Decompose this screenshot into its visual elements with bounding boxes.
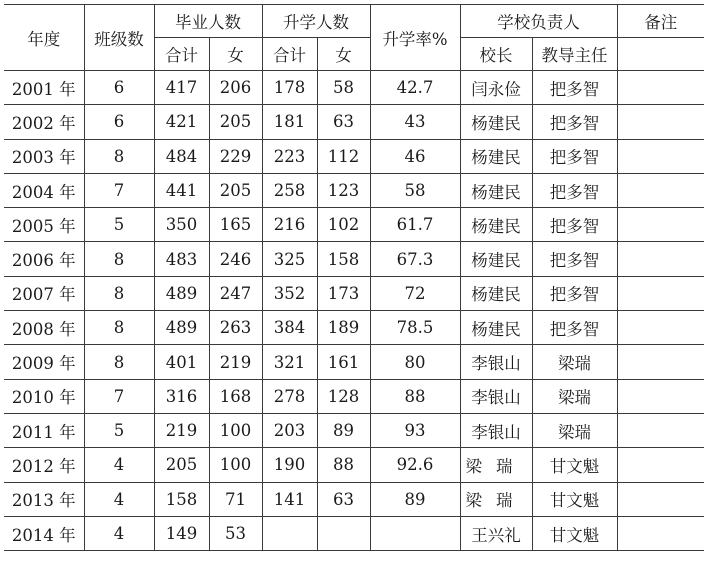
cell-prom-female: 58: [317, 71, 370, 105]
cell-remark: [617, 379, 704, 413]
cell-prom-total: 258: [262, 173, 317, 207]
cell-prom-total: 203: [262, 413, 317, 447]
cell-prom-female: 88: [317, 448, 370, 482]
cell-year: 2005 年: [4, 208, 84, 242]
cell-classes: 5: [84, 208, 154, 242]
cell-prom-female: 63: [317, 482, 370, 516]
cell-rate: 93: [370, 413, 460, 447]
table-row: [4, 242, 704, 276]
cell-dean: 把多智: [532, 311, 617, 345]
cell-dean: 梁瑞: [532, 379, 617, 413]
cell-year: 2009 年: [4, 345, 84, 379]
cell-rate: 46: [370, 139, 460, 173]
cell-year: 2006 年: [4, 242, 84, 276]
cell-remark: [617, 413, 704, 447]
cell-classes: 8: [84, 345, 154, 379]
cell-prom-total: 141: [262, 482, 317, 516]
cell-prom-female: [317, 516, 370, 550]
cell-principal: 李银山: [460, 413, 532, 447]
cell-grad-female: 53: [209, 516, 262, 550]
cell-grad-female: 219: [209, 345, 262, 379]
cell-grad-female: 263: [209, 311, 262, 345]
cell-year: 2010 年: [4, 379, 84, 413]
header-classes: 班级数: [84, 5, 154, 71]
header-remarks-sub: [617, 38, 704, 71]
cell-classes: 6: [84, 105, 154, 139]
cell-dean: 把多智: [532, 173, 617, 207]
cell-classes: 7: [84, 379, 154, 413]
cell-grad-female: 206: [209, 71, 262, 105]
cell-grad-female: 205: [209, 173, 262, 207]
table-body: [4, 71, 704, 551]
cell-grad-female: 205: [209, 105, 262, 139]
cell-principal: 李银山: [460, 379, 532, 413]
cell-prom-total: 321: [262, 345, 317, 379]
cell-rate: 80: [370, 345, 460, 379]
cell-classes: 8: [84, 311, 154, 345]
table-row: [4, 516, 704, 550]
cell-grad-total: 219: [154, 413, 209, 447]
cell-grad-total: 484: [154, 139, 209, 173]
cell-prom-female: 89: [317, 413, 370, 447]
table-row: [4, 105, 704, 139]
cell-dean: 梁瑞: [532, 345, 617, 379]
cell-principal: 王兴礼: [460, 516, 532, 550]
cell-remark: [617, 345, 704, 379]
table-row: [4, 482, 704, 516]
cell-remark: [617, 242, 704, 276]
cell-classes: 5: [84, 413, 154, 447]
cell-prom-total: 352: [262, 276, 317, 310]
cell-principal: 杨建民: [460, 208, 532, 242]
cell-grad-total: 350: [154, 208, 209, 242]
cell-classes: 8: [84, 276, 154, 310]
cell-classes: 4: [84, 516, 154, 550]
table-row: [4, 311, 704, 345]
cell-year: 2012 年: [4, 448, 84, 482]
header-remarks: 备注: [617, 5, 704, 38]
cell-remark: [617, 105, 704, 139]
cell-prom-total: 278: [262, 379, 317, 413]
cell-prom-female: 123: [317, 173, 370, 207]
graduation-stats-table: [4, 4, 704, 551]
cell-classes: 4: [84, 448, 154, 482]
cell-principal: 杨建民: [460, 173, 532, 207]
cell-year: 2014 年: [4, 516, 84, 550]
header-year: 年度: [4, 5, 84, 71]
header-rate: 升学率%: [370, 5, 460, 71]
header-leaders: 学校负责人: [460, 5, 617, 38]
cell-grad-total: 441: [154, 173, 209, 207]
cell-principal: 杨建民: [460, 139, 532, 173]
cell-dean: 把多智: [532, 276, 617, 310]
cell-rate: 43: [370, 105, 460, 139]
cell-remark: [617, 516, 704, 550]
header-graduates-total: 合计: [154, 38, 209, 71]
cell-prom-total: 181: [262, 105, 317, 139]
cell-grad-total: 489: [154, 276, 209, 310]
cell-rate: 72: [370, 276, 460, 310]
cell-prom-total: 325: [262, 242, 317, 276]
cell-prom-female: 189: [317, 311, 370, 345]
cell-prom-total: 384: [262, 311, 317, 345]
cell-grad-female: 100: [209, 413, 262, 447]
header-dean: 教导主任: [532, 38, 617, 71]
cell-grad-female: 229: [209, 139, 262, 173]
header-graduates-female: 女: [209, 38, 262, 71]
cell-year: 2001 年: [4, 71, 84, 105]
cell-principal: 杨建民: [460, 105, 532, 139]
cell-grad-total: 158: [154, 482, 209, 516]
cell-grad-female: 100: [209, 448, 262, 482]
cell-principal: 梁瑞: [460, 482, 532, 516]
cell-year: 2004 年: [4, 173, 84, 207]
table-row: [4, 345, 704, 379]
cell-dean: 把多智: [532, 139, 617, 173]
cell-classes: 4: [84, 482, 154, 516]
cell-grad-female: 165: [209, 208, 262, 242]
cell-principal: 杨建民: [460, 276, 532, 310]
cell-principal: 李银山: [460, 345, 532, 379]
cell-prom-female: 112: [317, 139, 370, 173]
table-row: [4, 71, 704, 105]
cell-rate: 88: [370, 379, 460, 413]
table-header: [4, 5, 704, 71]
cell-rate: 61.7: [370, 208, 460, 242]
table-row: [4, 448, 704, 482]
cell-grad-total: 417: [154, 71, 209, 105]
cell-principal: 杨建民: [460, 242, 532, 276]
cell-grad-total: 316: [154, 379, 209, 413]
cell-dean: 甘文魁: [532, 482, 617, 516]
cell-rate: 89: [370, 482, 460, 516]
header-principal: 校长: [460, 38, 532, 71]
cell-grad-total: 401: [154, 345, 209, 379]
cell-dean: 把多智: [532, 208, 617, 242]
header-row-primary: [4, 5, 704, 38]
cell-rate: 58: [370, 173, 460, 207]
cell-prom-total: 190: [262, 448, 317, 482]
cell-grad-female: 71: [209, 482, 262, 516]
cell-classes: 8: [84, 139, 154, 173]
cell-classes: 8: [84, 242, 154, 276]
cell-principal: 梁瑞: [460, 448, 532, 482]
cell-year: 2008 年: [4, 311, 84, 345]
cell-year: 2007 年: [4, 276, 84, 310]
table-row: [4, 413, 704, 447]
cell-dean: 甘文魁: [532, 448, 617, 482]
header-promoted-total: 合计: [262, 38, 317, 71]
cell-classes: 6: [84, 71, 154, 105]
cell-prom-female: 102: [317, 208, 370, 242]
cell-remark: [617, 208, 704, 242]
table-row: [4, 208, 704, 242]
header-promoted: 升学人数: [262, 5, 370, 38]
table-row: [4, 379, 704, 413]
cell-prom-female: 63: [317, 105, 370, 139]
cell-prom-total: 216: [262, 208, 317, 242]
cell-prom-total: 178: [262, 71, 317, 105]
cell-remark: [617, 448, 704, 482]
table-row: [4, 276, 704, 310]
cell-prom-female: 173: [317, 276, 370, 310]
cell-dean: 把多智: [532, 242, 617, 276]
cell-grad-total: 149: [154, 516, 209, 550]
cell-prom-female: 161: [317, 345, 370, 379]
table-row: [4, 139, 704, 173]
cell-principal: 闫永俭: [460, 71, 532, 105]
cell-year: 2013 年: [4, 482, 84, 516]
cell-remark: [617, 276, 704, 310]
cell-dean: 把多智: [532, 105, 617, 139]
cell-year: 2002 年: [4, 105, 84, 139]
cell-rate: 78.5: [370, 311, 460, 345]
cell-prom-total: [262, 516, 317, 550]
cell-rate: 67.3: [370, 242, 460, 276]
cell-rate: 42.7: [370, 71, 460, 105]
cell-remark: [617, 139, 704, 173]
cell-prom-female: 128: [317, 379, 370, 413]
cell-grad-total: 489: [154, 311, 209, 345]
cell-grad-female: 246: [209, 242, 262, 276]
cell-remark: [617, 311, 704, 345]
cell-classes: 7: [84, 173, 154, 207]
header-promoted-female: 女: [317, 38, 370, 71]
cell-remark: [617, 173, 704, 207]
cell-year: 2003 年: [4, 139, 84, 173]
cell-remark: [617, 71, 704, 105]
cell-rate: 92.6: [370, 448, 460, 482]
cell-dean: 甘文魁: [532, 516, 617, 550]
cell-grad-total: 483: [154, 242, 209, 276]
header-graduates: 毕业人数: [154, 5, 262, 38]
cell-grad-female: 247: [209, 276, 262, 310]
cell-grad-female: 168: [209, 379, 262, 413]
cell-prom-total: 223: [262, 139, 317, 173]
cell-dean: 把多智: [532, 71, 617, 105]
cell-rate: [370, 516, 460, 550]
cell-remark: [617, 482, 704, 516]
cell-year: 2011 年: [4, 413, 84, 447]
cell-grad-total: 421: [154, 105, 209, 139]
cell-principal: 杨建民: [460, 311, 532, 345]
cell-grad-total: 205: [154, 448, 209, 482]
cell-dean: 梁瑞: [532, 413, 617, 447]
cell-prom-female: 158: [317, 242, 370, 276]
table-row: [4, 173, 704, 207]
